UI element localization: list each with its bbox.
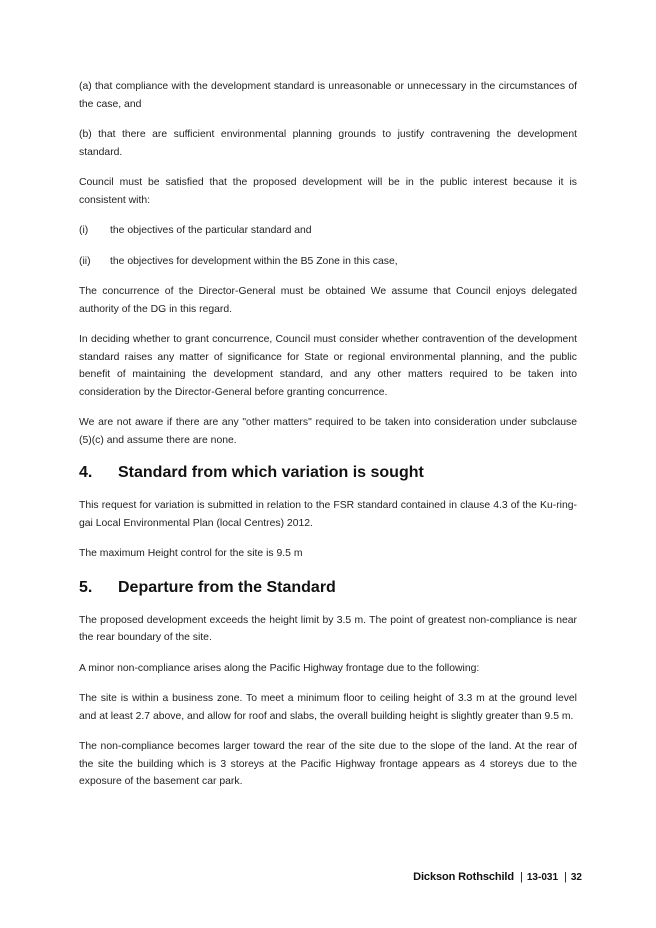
paragraph-exceeds-height: The proposed development exceeds the height limit by 3.5 m. The point of greatest non-compliance is near the rear boundary of the site. xyxy=(79,614,577,643)
paragraph-other-matters: We are not aware if there are any "other matters" required to be taken into consideration under subclause (5)(c) and assume there are none. xyxy=(79,417,577,446)
footer-doc-number: 13-031 xyxy=(526,871,559,883)
paragraph-slope: The non-compliance becomes larger toward the rear of the site due to the slope of the land. At the rear of the site the building which is 3 storeys at the Pacific Highway frontage appears as 4 storeys due to the exposure of the basement car park. xyxy=(79,741,577,787)
section-title: Standard from which variation is sought xyxy=(118,464,424,481)
footer-separator: | xyxy=(564,871,567,883)
paragraph-deciding: In deciding whether to grant concurrence, Council must consider whether contravention of the development standard raises any matter of significance for State or regional environmental planning, and the public benefit of maintaining the development standard, and any other matters required to be taken into consideration by the Director-General before granting concurrence. xyxy=(79,334,577,398)
list-item xyxy=(79,222,577,240)
section-5-heading xyxy=(79,577,577,599)
list-marker: (i) xyxy=(79,225,89,236)
list-text: the objectives of the particular standard and xyxy=(110,225,312,236)
paragraph-max-height: The maximum Height control for the site is 9.5 m xyxy=(79,548,303,559)
footer-brand: Dickson Rothschild xyxy=(413,871,515,883)
page-content xyxy=(79,78,577,804)
paragraph-business-zone: The site is within a business zone. To meet a minimum floor to ceiling height of 3.3 m at the ground level and at least 2.7 above, and allow for roof and slabs, the overall building height is slightly greater than 9.5 m. xyxy=(79,693,577,722)
paragraph-minor-noncompliance: A minor non-compliance arises along the Pacific Highway frontage due to the following: xyxy=(79,662,480,674)
paragraph-concurrence: The concurrence of the Director-General must be obtained We assume that Council enjoys delegated authority of the DG in this regard. xyxy=(79,286,577,315)
paragraph-variation-request: This request for variation is submitted in relation to the FSR standard contained in clause 4.3 of the Ku-ring-gai Local Environmental Plan (local Centres) 2012. xyxy=(79,500,577,529)
section-number: 4. xyxy=(79,464,93,481)
page-footer xyxy=(413,871,582,883)
section-4-heading xyxy=(79,462,577,484)
paragraph-b: (b) that there are sufficient environmental planning grounds to justify contravening the development standard. xyxy=(79,129,577,158)
list-marker: (ii) xyxy=(79,255,91,267)
list-text: the objectives for development within the B5 Zone in this case, xyxy=(110,255,398,267)
list-item xyxy=(79,253,577,271)
footer-page-number: 32 xyxy=(570,871,582,883)
section-number: 5. xyxy=(79,578,93,596)
paragraph-a: (a) that compliance with the development standard is unreasonable or unnecessary in the circumstances of the case, and xyxy=(79,81,577,110)
footer-separator: | xyxy=(520,871,523,883)
section-title: Departure from the Standard xyxy=(118,578,336,596)
paragraph-council-satisfied: Council must be satisfied that the proposed development will be in the public interest because it is consistent with: xyxy=(79,177,577,206)
